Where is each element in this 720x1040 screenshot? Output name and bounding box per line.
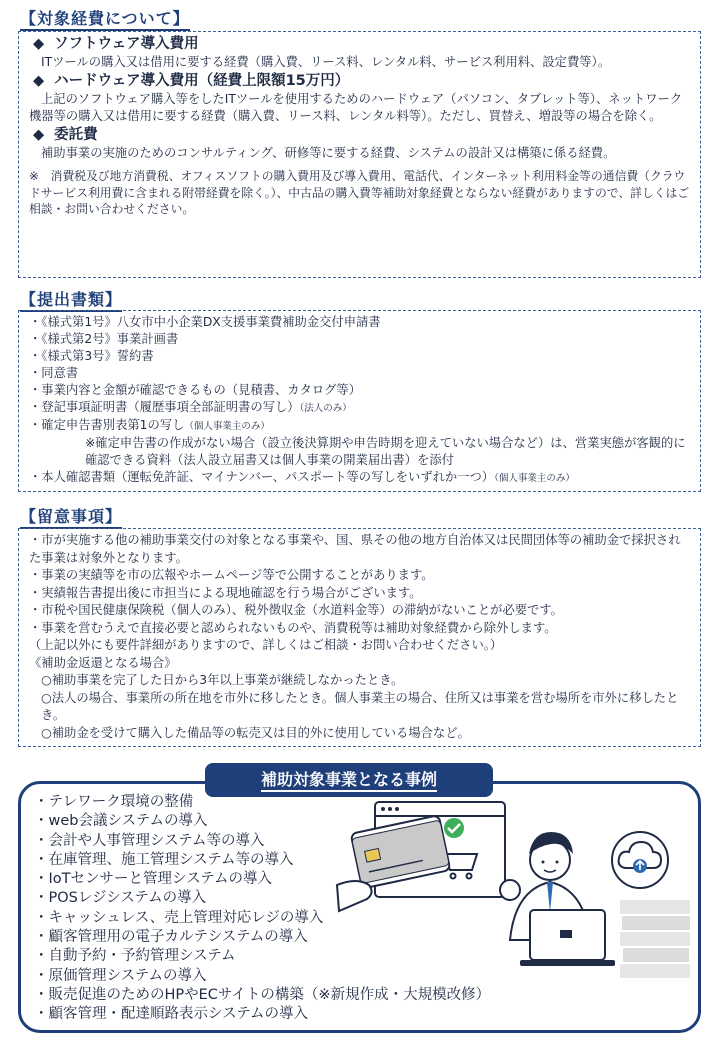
notes-title: 【留意事項】 [20, 504, 122, 527]
document-item: ・事業内容と金額が確認できるもの（見積書、カタログ等） [29, 383, 362, 397]
hardware-heading: ◆ ハードウェア導入費用（経費上限額15万円） [33, 72, 350, 89]
examples-list [34, 793, 490, 1025]
document-item: ・同意書 [29, 366, 79, 380]
document-sub-note: ※確定申告書の作成がない場合（設立後決算期や申告時期を迎えていない場合など）は、営業実態が客観的に確認できる資料（法人設立届書又は個人事業の開業届出書）を添付 [85, 436, 686, 467]
outsourcing-body: 補助事業の実施のためのコンサルティング、研修等に要する経費、システムの設計又は構築に係る経費。 [41, 145, 616, 160]
example-item: ・会計や人事管理システム等の導入 [34, 832, 265, 849]
documents-box [18, 310, 701, 492]
example-item: ・販売促進のためのHPやECサイトの構築（※新規作成・大規模改修） [34, 986, 491, 1003]
document-item: ・登記事項証明書（履歴事項全部証明書の写し）（法人のみ） [29, 400, 352, 414]
example-item: ・テレワーク環境の整備 [34, 794, 194, 810]
diamond-icon: ◆ [33, 72, 45, 89]
document-item: ・本人確認書類（運転免許証、マイナンバー、パスポート等の写しをいずれか一つ）（個人事業主のみ） [29, 470, 575, 484]
cloud-upload-icon [612, 832, 668, 888]
document-item: ・確定申告書別表第1の写し（個人事業主のみ） [29, 418, 270, 432]
repay-item: ○補助事業を完了した日から3年以上事業が継続しなかったとき。 [41, 673, 404, 687]
example-item: ・web会議システムの導入 [34, 813, 208, 830]
hardware-body: 上記のソフトウェア購入等をしたITツールを使用するためのハードウェア（パソコン、タブレット等）、ネットワーク機器等の購入又は借用に要する経費（購入費、リース料、レンタル料等）。ただし、買替え、増設等の場合を除く。 [29, 91, 683, 123]
document-item: ・《様式第1号》八女市中小企業DX支援事業費補助金交付申請書 [29, 315, 381, 329]
note-line: ・事業の実績等を市の広報やホームページ等で公開することがあります。 [29, 568, 434, 582]
notes-box [18, 528, 701, 747]
example-item: ・IoTセンサーと管理システムの導入 [34, 871, 273, 888]
example-item: ・原価管理システムの導入 [34, 967, 207, 984]
example-item: ・自動予約・予約管理システム [34, 948, 236, 965]
costs-note: ※ 消費税及び地方消費税、オフィスソフトの購入費用及び導入費用、電話代、インターネット利用料金等の通信費（クラウドサービス利用費に含まれる附帯経費を除く。）、中古品の購入費等補助対象経費とならない経費がありますので、詳しくはご相談・お問い合わせください。 [29, 169, 690, 216]
example-item: ・POSレジシステムの導入 [34, 890, 207, 907]
diamond-icon: ◆ [33, 36, 45, 52]
laptop-icon [520, 910, 615, 966]
examples-title: 補助対象事業となる事例 [205, 763, 493, 797]
document-item: ・《様式第2号》事業計画書 [29, 332, 179, 346]
example-item: ・在庫管理、施工管理システム等の導入 [34, 851, 294, 868]
costs-box [18, 31, 701, 278]
note-line: ・市が実施する他の補助事業交付の対象となる事業や、国、県その他の地方自治体又は民間団体等の補助金で採択された事業は対象外となります。 [29, 533, 681, 565]
note-line: ・市税や国民健康保険税（個人のみ）、税外徴収金（水道料金等）の滞納がないことが必要です。 [29, 603, 563, 617]
outsourcing-heading: ◆ 委託費 [33, 126, 98, 143]
example-item: ・顧客管理用の電子カルテシステムの導入 [34, 929, 308, 946]
diamond-icon: ◆ [33, 126, 45, 143]
example-item: ・顧客管理・配達順路表示システムの導入 [34, 1006, 309, 1023]
software-body: ITツールの購入又は借用に要する経費（購入費、リース料、レンタル料、サービス利用料、設定費等）。 [41, 55, 610, 69]
note-line: （上記以外にも要件詳細がありますので、詳しくはご相談・お問い合わせください。） [29, 638, 503, 652]
note-line: 《補助金返還となる場合》 [29, 655, 177, 670]
software-heading: ◆ ソフトウェア導入費用 [33, 36, 199, 52]
note-line: ・実績報告書提出後に市担当による現地確認を行う場合がございます。 [29, 585, 422, 600]
document-stack-icon [620, 900, 690, 978]
note-line: ・事業を営むうえで直接必要と認められないものや、消費税等は補助対象経費から除外します。 [29, 620, 557, 635]
example-item: ・キャッシュレス、売上管理対応レジの導入 [34, 909, 324, 926]
costs-title: 【対象経費について】 [20, 6, 190, 29]
repay-item: ○補助金を受けて購入した備品等の転売又は目的外に使用している場合など。 [41, 725, 470, 740]
documents-title: 【提出書類】 [20, 287, 122, 310]
document-item: ・《様式第3号》誓約書 [29, 349, 154, 363]
repay-item: ○法人の場合、事業所の所在地を市外に移したとき。個人事業主の場合、住所又は事業を営む場所を市外に移したとき。 [41, 690, 679, 722]
